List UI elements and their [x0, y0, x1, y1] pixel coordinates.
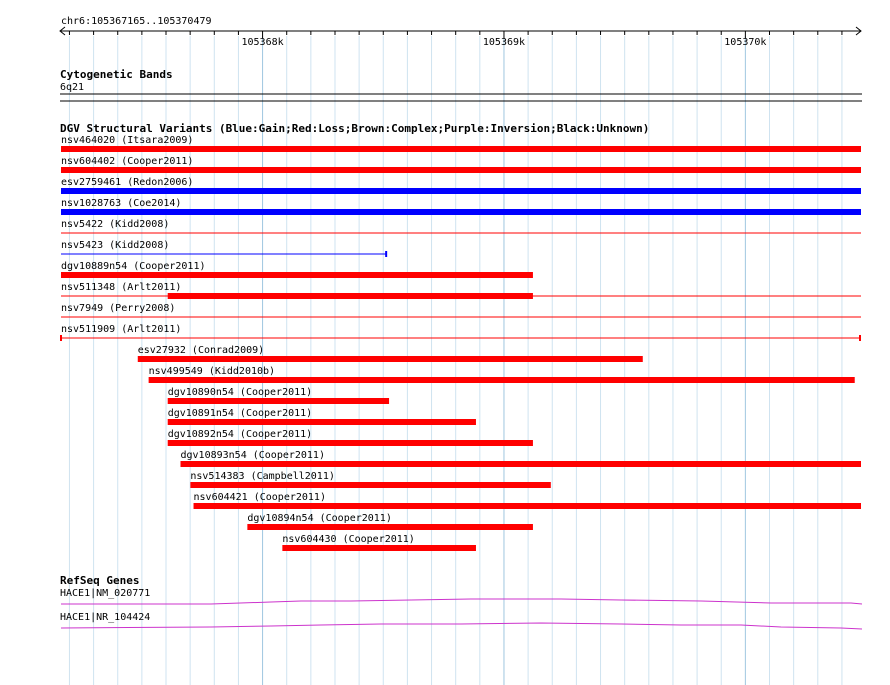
variant-bar[interactable] [282, 545, 476, 551]
cytoband-title: Cytogenetic Bands [60, 68, 173, 81]
variant-row[interactable] [61, 135, 861, 152]
variant-row[interactable] [180, 450, 861, 467]
variant-bar[interactable] [247, 524, 533, 530]
variant-row[interactable] [61, 240, 386, 257]
variant-row[interactable] [168, 429, 533, 446]
variant-bar[interactable] [138, 356, 643, 362]
variant-bar[interactable] [61, 209, 861, 215]
location-label: chr6:105367165..105370479 [61, 16, 212, 27]
variant-bar[interactable] [168, 398, 389, 404]
variant-bar[interactable] [61, 146, 861, 152]
variant-label[interactable]: esv27932 (Conrad2009) [137, 345, 265, 356]
variant-row[interactable] [61, 198, 861, 215]
variant-row[interactable] [138, 345, 643, 362]
refseq-title: RefSeq Genes [60, 574, 140, 587]
variant-label[interactable]: nsv604402 (Cooper2011) [61, 156, 194, 167]
variant-label[interactable]: nsv511909 (Arlt2011) [61, 324, 182, 335]
variant-row[interactable] [190, 471, 550, 488]
variant-label[interactable]: dgv10889n54 (Cooper2011) [61, 261, 206, 272]
variant-bar[interactable] [168, 419, 476, 425]
variant-row[interactable] [168, 387, 389, 404]
variant-bar[interactable] [168, 293, 533, 299]
variant-bar[interactable] [180, 461, 861, 467]
variant-row[interactable] [149, 366, 855, 383]
gene-trace[interactable] [61, 623, 862, 629]
variant-label[interactable]: nsv514383 (Campbell2011) [190, 471, 335, 482]
variant-row[interactable] [194, 492, 861, 509]
variant-bar[interactable] [168, 440, 533, 446]
refseq-track [60, 574, 862, 629]
gene-label[interactable]: HACE1|NR_104424 [60, 612, 151, 623]
variant-label[interactable]: nsv604421 (Cooper2011) [193, 492, 326, 503]
gene-row[interactable] [60, 612, 862, 629]
variant-bar[interactable] [61, 188, 861, 194]
dgv-track [60, 122, 861, 551]
variant-label[interactable]: nsv5422 (Kidd2008) [61, 219, 170, 230]
variant-features [61, 135, 861, 551]
gene-label[interactable]: HACE1|NM_020771 [60, 588, 151, 599]
gene-row[interactable] [60, 588, 862, 604]
ruler-tick-label: 105370k [724, 37, 767, 48]
variant-bar[interactable] [194, 503, 861, 509]
variant-label[interactable]: nsv511348 (Arlt2011) [61, 282, 182, 293]
variant-row[interactable] [61, 177, 861, 194]
ruler-tick-label: 105368k [241, 37, 284, 48]
variant-label[interactable]: nsv1028763 (Coe2014) [61, 198, 182, 209]
variant-label[interactable]: esv2759461 (Redon2006) [61, 177, 194, 188]
variant-row[interactable] [61, 156, 861, 173]
variant-label[interactable]: dgv10891n54 (Cooper2011) [167, 408, 313, 419]
variant-bar[interactable] [149, 377, 855, 383]
variant-row[interactable] [61, 324, 861, 341]
variant-label[interactable]: nsv7949 (Perry2008) [61, 303, 176, 314]
variant-row[interactable] [61, 282, 861, 299]
variant-label[interactable]: nsv464020 (Itsara2009) [61, 135, 194, 146]
cytoband-label: 6q21 [60, 82, 85, 93]
variant-row[interactable] [247, 513, 533, 530]
variant-label[interactable]: nsv499549 (Kidd2010b) [148, 366, 276, 377]
variant-label[interactable]: dgv10893n54 (Cooper2011) [180, 450, 325, 461]
variant-bar[interactable] [61, 167, 861, 173]
gene-features [60, 588, 862, 629]
variant-row[interactable] [282, 534, 476, 551]
cytoband-track [60, 68, 862, 101]
variant-row[interactable] [168, 408, 476, 425]
variant-label[interactable]: nsv604430 (Cooper2011) [282, 534, 415, 545]
ruler [60, 16, 861, 48]
variant-label[interactable]: dgv10892n54 (Cooper2011) [167, 429, 313, 440]
variant-row[interactable] [61, 261, 533, 278]
variant-label[interactable]: dgv10894n54 (Cooper2011) [247, 513, 392, 524]
gene-trace[interactable] [61, 599, 862, 604]
variant-label[interactable]: dgv10890n54 (Cooper2011) [167, 387, 313, 398]
variant-label[interactable]: nsv5423 (Kidd2008) [61, 240, 170, 251]
variant-bar[interactable] [61, 272, 533, 278]
variant-bar[interactable] [190, 482, 550, 488]
ruler-tick-label: 105369k [482, 37, 526, 48]
variant-row[interactable] [61, 303, 861, 317]
variant-row[interactable] [61, 219, 861, 233]
dgv-title: DGV Structural Variants (Blue:Gain;Red:Loss;Brown:Complex;Purple:Inversion;Black:Unknown) [60, 122, 650, 135]
